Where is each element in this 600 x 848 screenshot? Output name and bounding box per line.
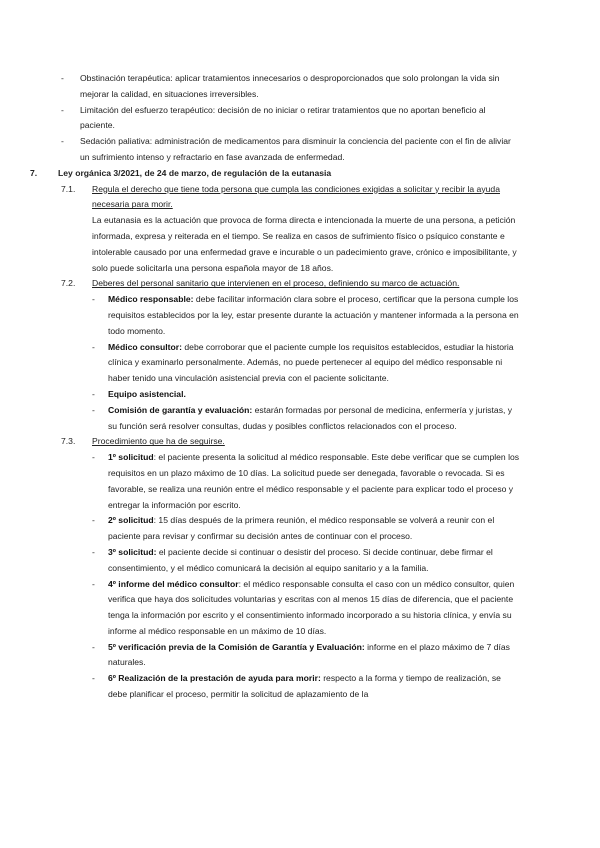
list-item-term: 6º Realización de la prestación de ayuda para morir: — [108, 673, 321, 684]
list-item — [0, 671, 600, 703]
list-item-term: Equipo asistencial. — [108, 388, 186, 399]
list-item — [0, 450, 600, 513]
list-item — [0, 292, 600, 339]
subsection-number: 7.2. — [61, 278, 76, 289]
list-item-text: Sedación paliativa: administración de medicamentos para disminuir la conciencia del paciente con el fin de aliviar un sufrimiento intenso y refractario en fase avanzada de enfermedad. — [80, 136, 511, 162]
list-item-text: debe facilitar información clara sobre el proceso, certificar que la persona cumple los requisitos establecidos por la ley, estar presente durante la actuación y mantener informada a la persona en todo momento. — [108, 294, 519, 336]
subsection-number: 7.1. — [61, 183, 76, 194]
list-item-term: 4º informe del médico consultor — [108, 578, 239, 589]
bullet-dash: - — [61, 136, 64, 147]
list-item-term: Comisión de garantía y evaluación: — [108, 404, 253, 415]
subsection-title: Deberes del personal sanitario que intervienen en el proceso, definiendo su marco de actuación. — [92, 278, 460, 289]
list-item-text: debe corroborar que el paciente cumple los requisitos establecidos, estudiar la historia clínica y examinarlo personalmente. Además, no puede pertenecer al equipo del médico responsable ni haber tenido una vinculación asistencial previa con el paciente solicitante. — [108, 341, 514, 384]
bullet-dash: - — [92, 641, 95, 652]
list-item-text: el paciente decide si continuar o desistir del proceso. Si decide continuar, debe firmar el consentimiento, y el médico comunicará la decisión al equipo sanitario y a la familia. — [108, 546, 493, 573]
subsection-heading — [0, 434, 600, 450]
bullet-dash: - — [92, 673, 95, 684]
list-item — [0, 545, 600, 577]
paragraph: La eutanasia es la actuación que provoca de forma directa e intencionada la muerte de una persona, a petición informada, expresa y reiterada en el tiempo. Se realiza en casos de sufrimiento físico o psíquico constante e intolerable causado por una enfermedad grave e incurable o un padecimiento grave, crónico e imposibilitante, y solo puede solicitarla una persona española mayor de 18 años. — [92, 215, 517, 273]
list-item — [0, 513, 600, 545]
list-item — [0, 103, 600, 135]
list-item — [0, 340, 600, 387]
list-item — [0, 387, 600, 403]
list-item — [0, 71, 600, 103]
list-item-text: : el paciente presenta la solicitud al médico responsable. Este debe verificar que se cumplen los requisitos en un plazo máximo de 10 días. La solicitud puede ser denegada, favorable o revocada. Si es favorable, se realiza una reunión entre el médico responsable y el paciente para explicar todo el proceso y entregar la información por escrito. — [108, 452, 520, 510]
list-item-term: 2º solicitud — [108, 515, 154, 526]
bullet-dash: - — [92, 515, 95, 526]
list-item-text: respecto a la forma y tiempo de realización, se debe planificar el proceso, permitir la solicitud de aplazamiento de la — [108, 673, 501, 700]
subsection-title: Regula el derecho que tiene toda persona que cumpla las condiciones exigidas a solicitar y recibir la ayuda necesaria para morir. — [92, 183, 500, 210]
list-item-term: 1º solicitud — [108, 452, 154, 463]
list-item-text: informe en el plazo máximo de 7 días naturales. — [108, 641, 510, 668]
subsection-number: 7.3. — [61, 436, 76, 447]
bullet-dash: - — [92, 341, 95, 352]
bullet-dash: - — [92, 404, 95, 415]
list-item — [0, 640, 600, 672]
bullet-dash: - — [92, 578, 95, 589]
section-heading — [0, 166, 600, 182]
bullet-dash: - — [92, 294, 95, 305]
section-number: 7. — [30, 167, 38, 178]
list-item-term: Médico consultor: — [108, 341, 183, 352]
list-item-text: : 15 días después de la primera reunión, el médico responsable se volverá a reunir con el paciente para revisar y confirmar su decisión antes de continuar con el proceso. — [108, 515, 495, 542]
bullet-dash: - — [61, 104, 64, 115]
section-title: Ley orgánica 3/2021, de 24 de marzo, de regulación de la eutanasia — [58, 167, 332, 178]
list-item-text: : el médico responsable consulta el caso con un médico consultor, quien verifica que haya dos solicitudes voluntarias y escritas con al menos 15 días de diferencia, que el paciente tenga la información por escrito y el consentimiento informado incorporado a su historia clínica, y envía su informe al médico responsable en un máximo de 10 días. — [108, 578, 515, 636]
list-item-term: 5º verificación previa de la Comisión de Garantía y Evaluación: — [108, 641, 365, 652]
bullet-dash: - — [61, 73, 64, 83]
list-item — [0, 134, 600, 166]
list-item — [0, 577, 600, 640]
list-item-term: 3º solicitud: — [108, 546, 157, 557]
bullet-dash: - — [92, 452, 95, 463]
bullet-dash: - — [92, 388, 95, 399]
subsection-title: Procedimiento que ha de seguirse. — [92, 436, 225, 447]
list-item-text: Obstinación terapéutica: aplicar tratamientos innecesarios o desproporcionados que solo prolongan la vida sin mejorar la calidad, en situaciones irreversibles. — [80, 73, 500, 99]
list-item-text: estarán formadas por personal de medicina, enfermería y juristas, y su función será resolver consultas, dudas y posibles conflictos relacionados con el proceso. — [108, 404, 513, 431]
list-item-term: Médico responsable: — [108, 294, 194, 305]
list-item-text: Limitación del esfuerzo terapéutico: decisión de no iniciar o retirar tratamientos que no aportan beneficio al paciente. — [80, 104, 486, 131]
list-item — [0, 403, 600, 435]
bullet-dash: - — [92, 546, 95, 557]
subsection-heading — [0, 276, 600, 292]
subsection-heading — [0, 182, 600, 214]
